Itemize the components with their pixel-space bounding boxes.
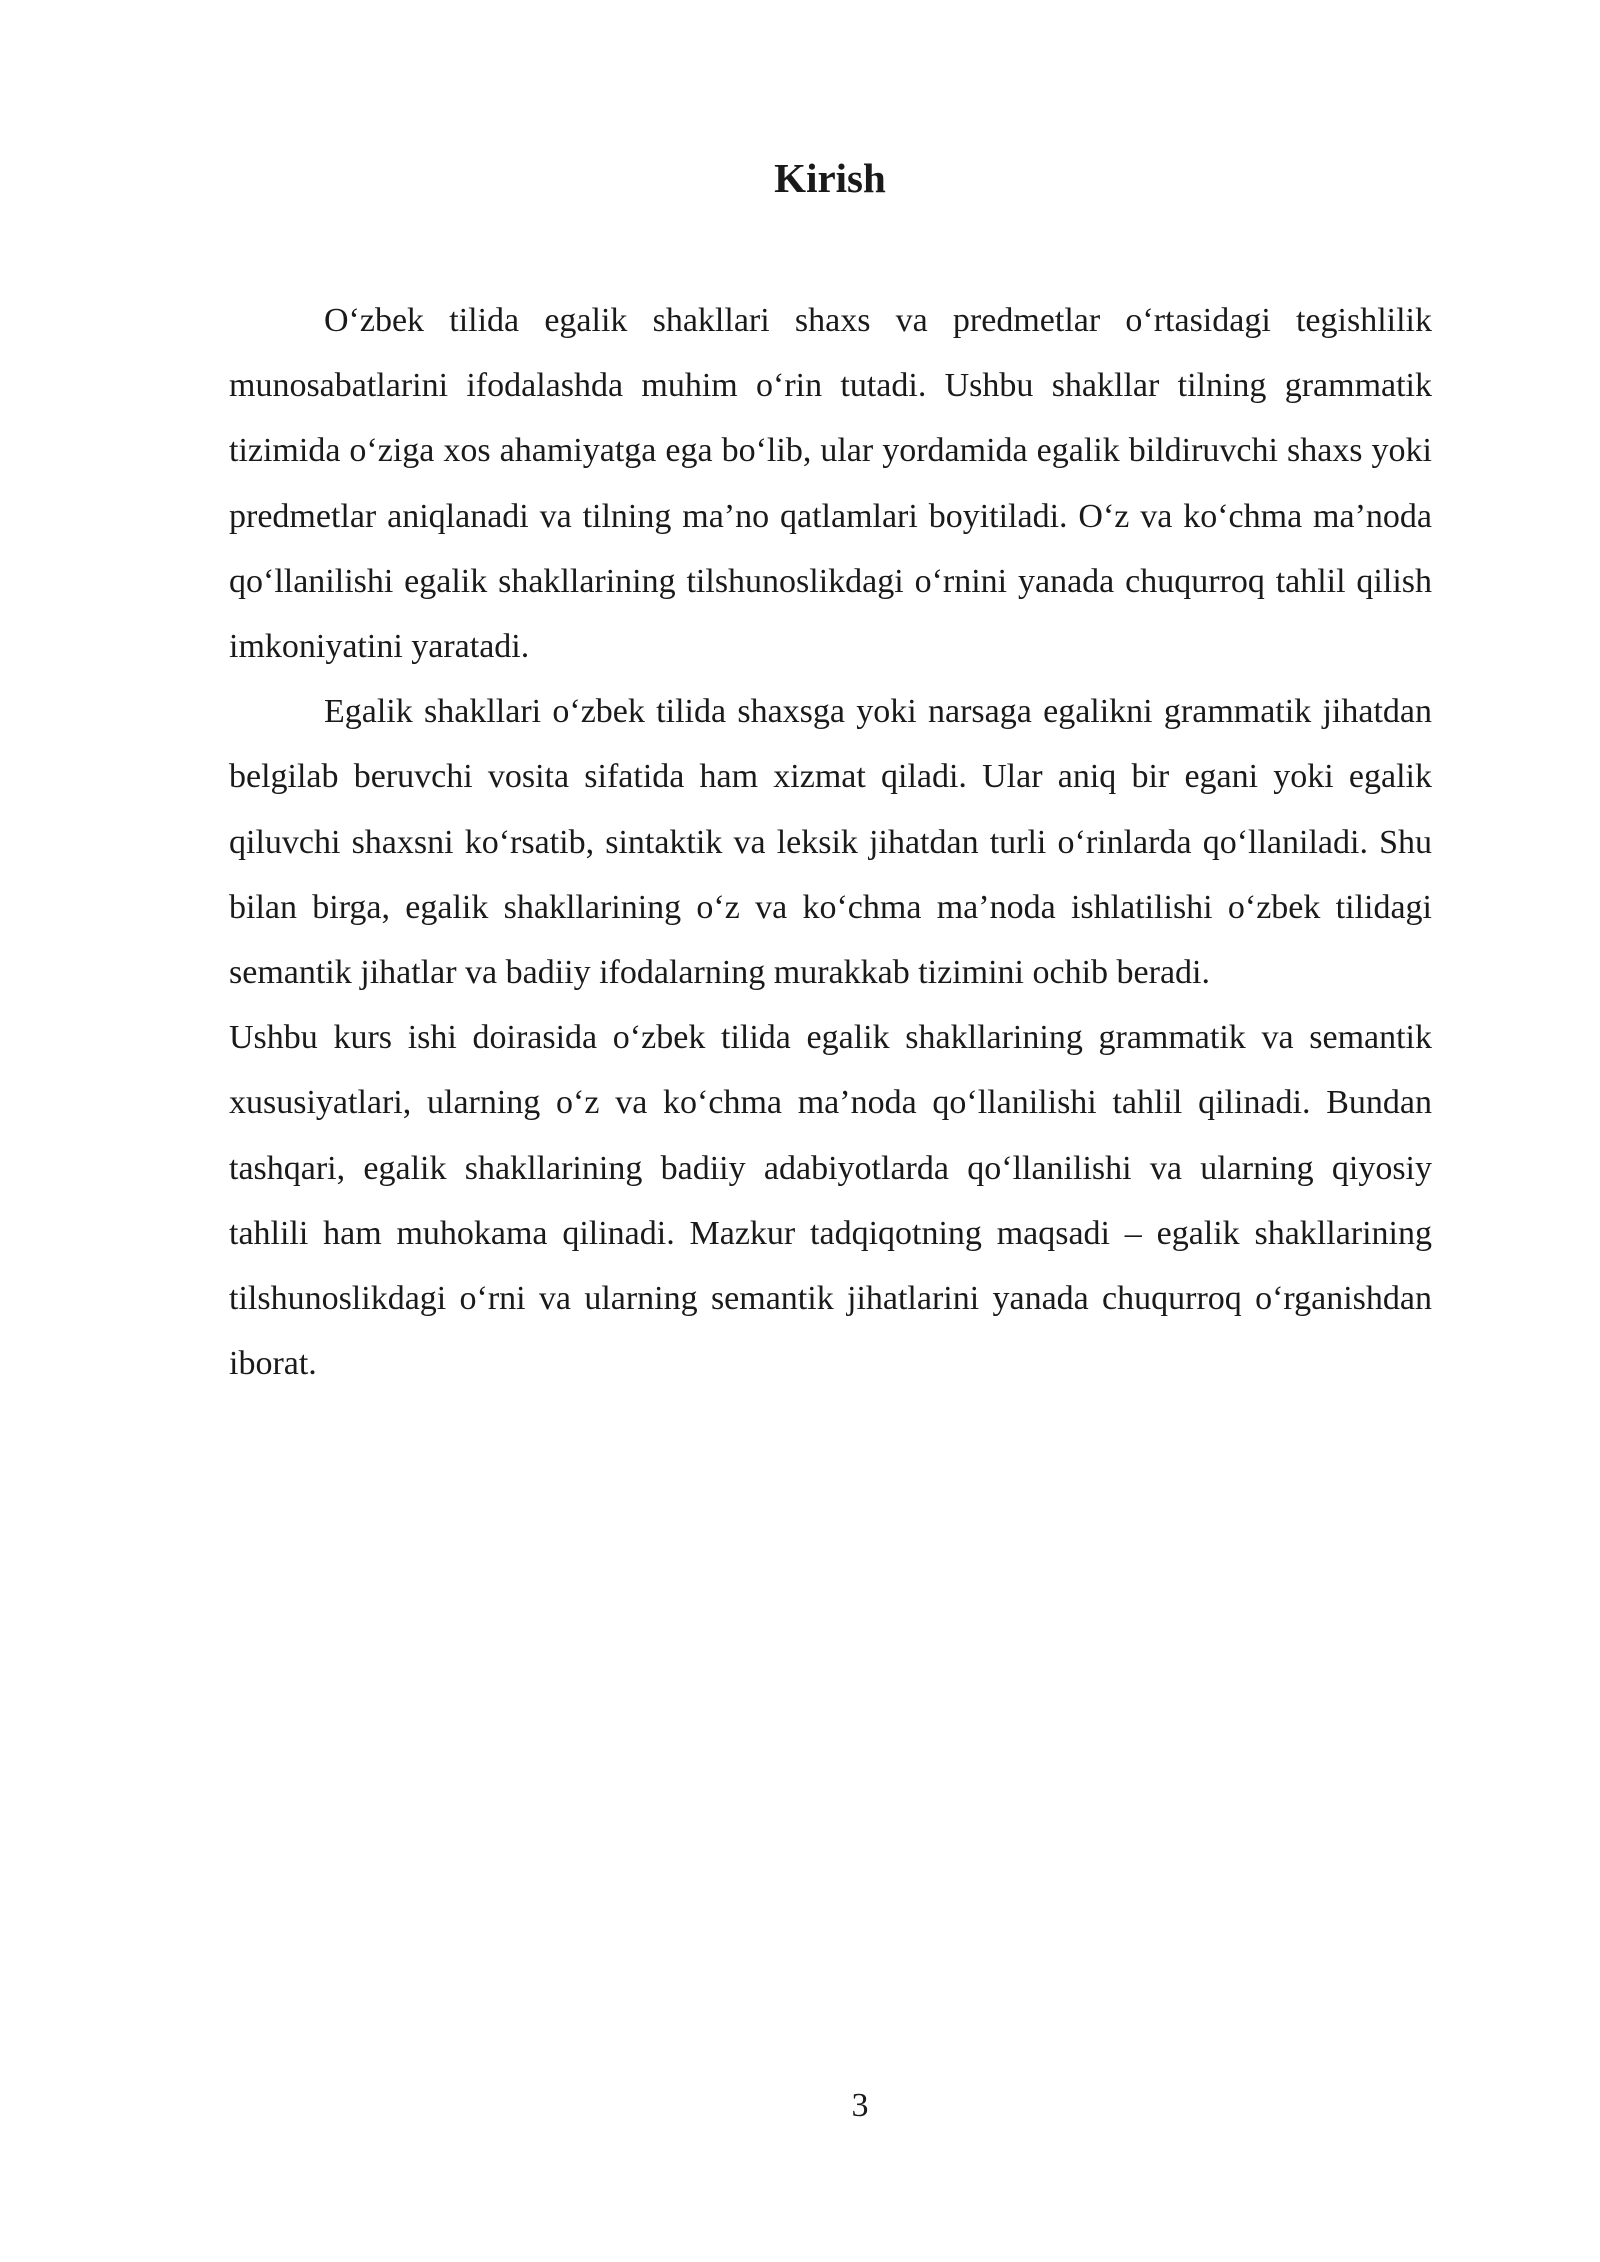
page-number: 3 bbox=[851, 2087, 869, 2124]
body-text bbox=[229, 288, 1432, 1396]
page-title: Kirish bbox=[774, 155, 886, 201]
paragraph-3: Ushbu kurs ishi doirasida o‘zbek tilida egalik shakllarining grammatik va semantik xususiyatlari, ularning o‘z va ko‘chma ma’noda qo‘llanilishi tahlil qilinadi. Bundan tashqari, egalik shakllarining badiiy adabiyotlarda qo‘llanilishi va ularning qiyosiy tahlili ham muhokama qilinadi. Mazkur tadqiqotning maqsadi – egalik shakllarining tilshunoslikdagi o‘rni va ularning semantik jihatlarini yanada chuqurroq o‘rganishdan iborat. bbox=[229, 1019, 1432, 1383]
paragraph-2: Egalik shakllari o‘zbek tilida shaxsga yoki narsaga egalikni grammatik jihatdan belgilab beruvchi vosita sifatida ham xizmat qiladi. Ular aniq bir egani yoki egalik qiluvchi shaxsni ko‘rsatib, sintaktik va leksik jihatdan turli o‘rinlarda qo‘llaniladi. Shu bilan birga, egalik shakllarining o‘z va ko‘chma ma’noda ishlatilishi o‘zbek tilidagi semantik jihatlar va badiiy ifodalarning murakkab tizimini ochib beradi. bbox=[229, 693, 1432, 992]
paragraph-1: O‘zbek tilida egalik shakllari shaxs va predmetlar o‘rtasidagi tegishlilik munosabatlarini ifodalashda muhim o‘rin tutadi. Ushbu shakllar tilning grammatik tizimida o‘ziga xos ahamiyatga ega bo‘lib, ular yordamida egalik bildiruvchi shaxs yoki predmetlar aniqlanadi va tilning ma’no qatlamlari boyitiladi. O‘z va ko‘chma ma’noda qo‘llanilishi egalik shakllarining tilshunoslikdagi o‘rnini yanada chuqurroq tahlil qilish imkoniyatini yaratadi. bbox=[229, 302, 1432, 666]
